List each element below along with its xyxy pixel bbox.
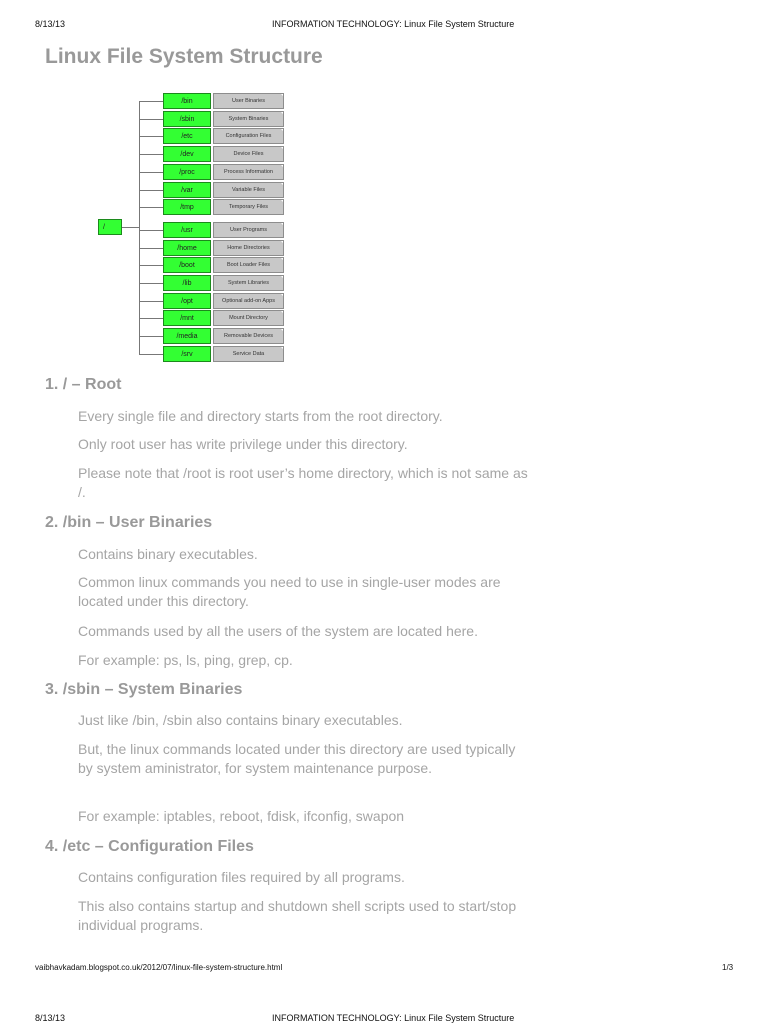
dir-description: Removable Devices	[213, 328, 284, 344]
dir-description: Temporary Files	[213, 199, 284, 215]
next-page-title: INFORMATION TECHNOLOGY: Linux File System Structure	[272, 1013, 515, 1023]
section-heading-bin: 2. /bin – User Binaries	[45, 514, 213, 531]
filesystem-diagram	[95, 92, 295, 368]
paragraph: Common linux commands you need to use in single-user modes are located under this directory.	[78, 574, 501, 609]
branch-line	[139, 301, 163, 302]
dir-node: /media	[163, 328, 211, 344]
tree-trunk-line	[139, 101, 140, 354]
paragraph: Please note that /root is root user’s home directory, which is not same as /.	[78, 465, 528, 500]
branch-line	[139, 248, 163, 249]
branch-line	[139, 230, 163, 231]
section-heading-sbin: 3. /sbin – System Binaries	[45, 681, 243, 698]
section-heading-etc: 4. /etc – Configuration Files	[45, 838, 254, 855]
paragraph: Every single file and directory starts from the root directory.	[78, 408, 443, 424]
branch-line	[139, 354, 163, 355]
dir-description: Mount Directory	[213, 310, 284, 326]
branch-line	[139, 318, 163, 319]
dir-description: Home Directories	[213, 240, 284, 256]
dir-description: Boot Loader Files	[213, 257, 284, 273]
dir-node: /bin	[163, 93, 211, 109]
root-connector-line	[122, 227, 139, 228]
dir-node: /sbin	[163, 111, 211, 127]
branch-line	[139, 101, 163, 102]
branch-line	[139, 265, 163, 266]
print-date: 8/13/13	[35, 19, 66, 29]
dir-node: /etc	[163, 128, 211, 144]
dir-description: System Binaries	[213, 111, 284, 127]
print-title: INFORMATION TECHNOLOGY: Linux File System Structure	[272, 19, 515, 29]
branch-line	[139, 172, 163, 173]
branch-line	[139, 207, 163, 208]
paragraph: Contains binary executables.	[78, 546, 258, 562]
paragraph: Just like /bin, /sbin also contains binary executables.	[78, 712, 403, 728]
paragraph: But, the linux commands located under this directory are used typically by system aministrator, for system maintenance purpose.	[78, 741, 516, 776]
dir-description: Device Files	[213, 146, 284, 162]
branch-line	[139, 119, 163, 120]
paragraph: This also contains startup and shutdown shell scripts used to start/stop individual programs.	[78, 898, 517, 933]
dir-node: /opt	[163, 293, 211, 309]
dir-description: Variable Files	[213, 182, 284, 198]
dir-node: /dev	[163, 146, 211, 162]
branch-line	[139, 336, 163, 337]
branch-line	[139, 283, 163, 284]
dir-node: /srv	[163, 346, 211, 362]
dir-description: Configuration Files	[213, 128, 284, 144]
dir-node: /tmp	[163, 199, 211, 215]
dir-description: User Binaries	[213, 93, 284, 109]
paragraph: Only root user has write privilege under this directory.	[78, 436, 408, 452]
footer-url: vaibhavkadam.blogspot.co.uk/2012/07/linux-file-system-structure.html	[35, 963, 283, 972]
section-heading-root: 1. / – Root	[45, 376, 122, 393]
dir-node: /home	[163, 240, 211, 256]
dir-node: /var	[163, 182, 211, 198]
next-page-date: 8/13/13	[35, 1013, 66, 1023]
dir-node: /proc	[163, 164, 211, 180]
dir-description: System Libraries	[213, 275, 284, 291]
dir-node: /boot	[163, 257, 211, 273]
paragraph: Contains configuration files required by all programs.	[78, 869, 405, 885]
dir-description: Optional add-on Apps	[213, 293, 284, 309]
page-number: 1/3	[722, 963, 734, 972]
branch-line	[139, 154, 163, 155]
dir-description: Process Information	[213, 164, 284, 180]
paragraph: For example: ps, ls, ping, grep, cp.	[78, 652, 293, 668]
dir-node: /mnt	[163, 310, 211, 326]
branch-line	[139, 136, 163, 137]
page-title: Linux File System Structure	[45, 45, 323, 68]
dir-node: /usr	[163, 222, 211, 238]
paragraph: For example: iptables, reboot, fdisk, ifconfig, swapon	[78, 808, 405, 824]
dir-node: /lib	[163, 275, 211, 291]
dir-description: User Programs	[213, 222, 284, 238]
root-node: /	[98, 219, 122, 235]
paragraph: Commands used by all the users of the system are located here.	[78, 623, 478, 639]
dir-description: Service Data	[213, 346, 284, 362]
branch-line	[139, 190, 163, 191]
